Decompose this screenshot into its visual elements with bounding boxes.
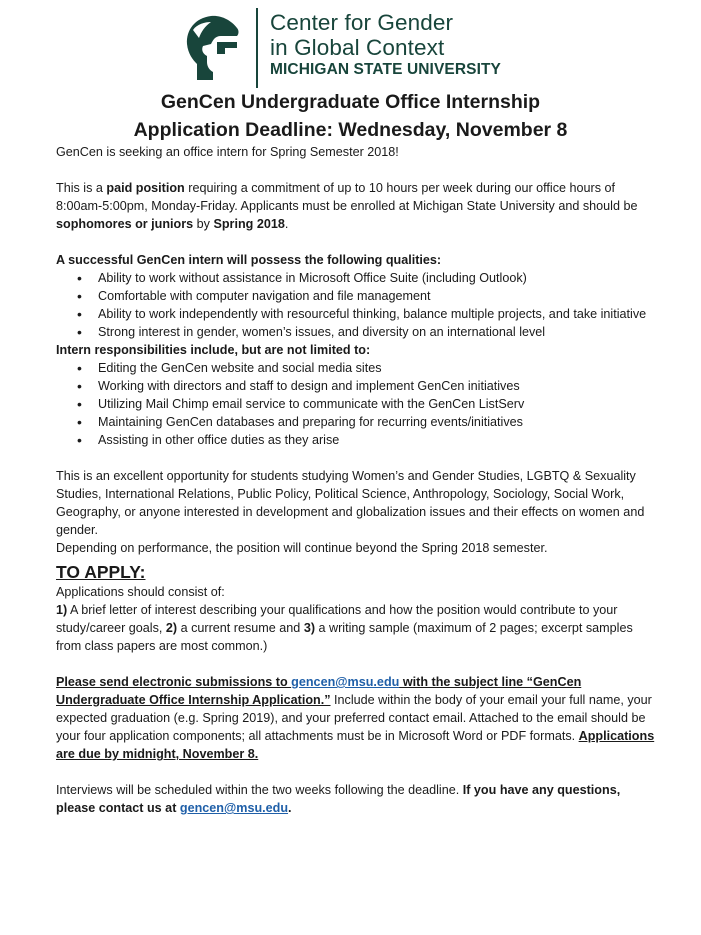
position-text-4: .	[284, 217, 289, 231]
continuation-paragraph: Depending on performance, the position will continue beyond the Spring 2018 semester.	[56, 541, 548, 555]
deadline-text: Applications are due by midnight, November 8.	[56, 729, 655, 761]
submission-lead: Please send electronic submissions to	[56, 675, 292, 689]
logo-line-1: Center for Gender	[270, 10, 454, 35]
document-body	[56, 143, 656, 817]
list-item: • Assisting in other office duties as they arise	[98, 431, 656, 449]
position-paragraph	[56, 179, 656, 233]
to-apply-heading: TO APPLY:	[56, 562, 146, 582]
item-number-3: 3)	[303, 621, 316, 635]
spartan-helmet-icon	[181, 14, 243, 84]
list-item: • Ability to work independently with resourceful thinking, balance multiple projects, and take initiative	[98, 305, 656, 323]
gencen-logo	[181, 8, 526, 88]
qualifications-heading-text: A successful GenCen intern will possess the following qualities:	[56, 253, 442, 267]
qualifications-list	[56, 269, 656, 341]
item-number-1: 1)	[56, 603, 68, 617]
closing-period: .	[288, 801, 292, 815]
paid-position-text: paid position	[106, 181, 185, 195]
responsibilities-heading	[56, 341, 656, 359]
closing-paragraph	[56, 781, 656, 817]
subject-line-text: with the subject line “GenCen Undergraduate Office Internship Application.”	[56, 675, 582, 707]
semester-text: Spring 2018	[213, 217, 285, 231]
component-text-2: a current resume and	[177, 621, 304, 635]
responsibilities-heading-text: Intern responsibilities include, but are not limited to:	[56, 343, 371, 357]
list-item: • Working with directors and staff to design and implement GenCen initiatives	[98, 377, 656, 395]
position-text-3: by	[193, 217, 214, 231]
list-item: • Maintaining GenCen databases and preparing for recurring events/initiatives	[98, 413, 656, 431]
logo-line-2: in Global Context	[270, 35, 445, 60]
list-item: • Strong interest in gender, women’s issues, and diversity on an international level	[98, 323, 656, 341]
closing-text: Interviews will be scheduled within the two weeks following the deadline.	[56, 783, 463, 797]
item-number-2: 2)	[165, 621, 178, 635]
list-item: • Ability to work without assistance in Microsoft Office Suite (including Outlook)	[98, 269, 656, 287]
logo-divider	[256, 8, 258, 88]
list-item: • Utilizing Mail Chimp email service to communicate with the GenCen ListServ	[98, 395, 656, 413]
logo-line-3: MICHIGAN STATE UNIVERSITY	[270, 61, 501, 78]
qualifications-heading	[56, 251, 656, 269]
gencen-email-link[interactable]: gencen@msu.edu	[291, 675, 400, 689]
list-item: • Comfortable with computer navigation and file management	[98, 287, 656, 305]
submission-paragraph	[56, 673, 656, 763]
opportunity-paragraph: This is an excellent opportunity for students studying Women’s and Gender Studies, LGBTQ & Sexuality Studies, International Relations, Public Policy, Political Science, Anthropology, Sociology, Social Work, Geography, or anyone interested in development and globalization issues and their effects on women and gender.	[56, 469, 645, 537]
logo-wordmark	[270, 10, 501, 80]
position-text-2: requiring a commitment of up to 10 hours per week during our office hours of 8:00am-5:00pm, Monday-Friday. Applicants must be enrolled at Michigan State University and should be	[56, 181, 638, 213]
questions-lead: If you have any questions, please contact us at	[56, 783, 621, 815]
list-item: • Editing the GenCen website and social media sites	[98, 359, 656, 377]
position-text-1: This is a	[56, 181, 107, 195]
page-title: GenCen Undergraduate Office Internship	[160, 91, 541, 113]
component-text-3: a writing sample (maximum of 2 pages; excerpt samples from class papers are most common.)	[56, 621, 633, 653]
contact-email-link[interactable]: gencen@msu.edu	[179, 801, 289, 815]
components-paragraph	[56, 601, 656, 655]
component-text-1: A brief letter of interest describing your qualifications and how the position would contribute to your study/career goals,	[56, 603, 618, 635]
consist-text: Applications should consist of:	[56, 585, 225, 599]
class-standing-text: sophomores or juniors	[56, 217, 194, 231]
intro-paragraph: GenCen is seeking an office intern for Spring Semester 2018!	[56, 145, 399, 159]
deadline-title: Application Deadline: Wednesday, November 8	[133, 119, 568, 141]
submission-details: Include within the body of your email your full name, your expected graduation (e.g. Spring 2019), and your preferred contact email. Attached to the email should be your four application components; all attachments must be in Microsoft Word or PDF formats.	[56, 693, 652, 743]
responsibilities-list	[56, 359, 656, 449]
